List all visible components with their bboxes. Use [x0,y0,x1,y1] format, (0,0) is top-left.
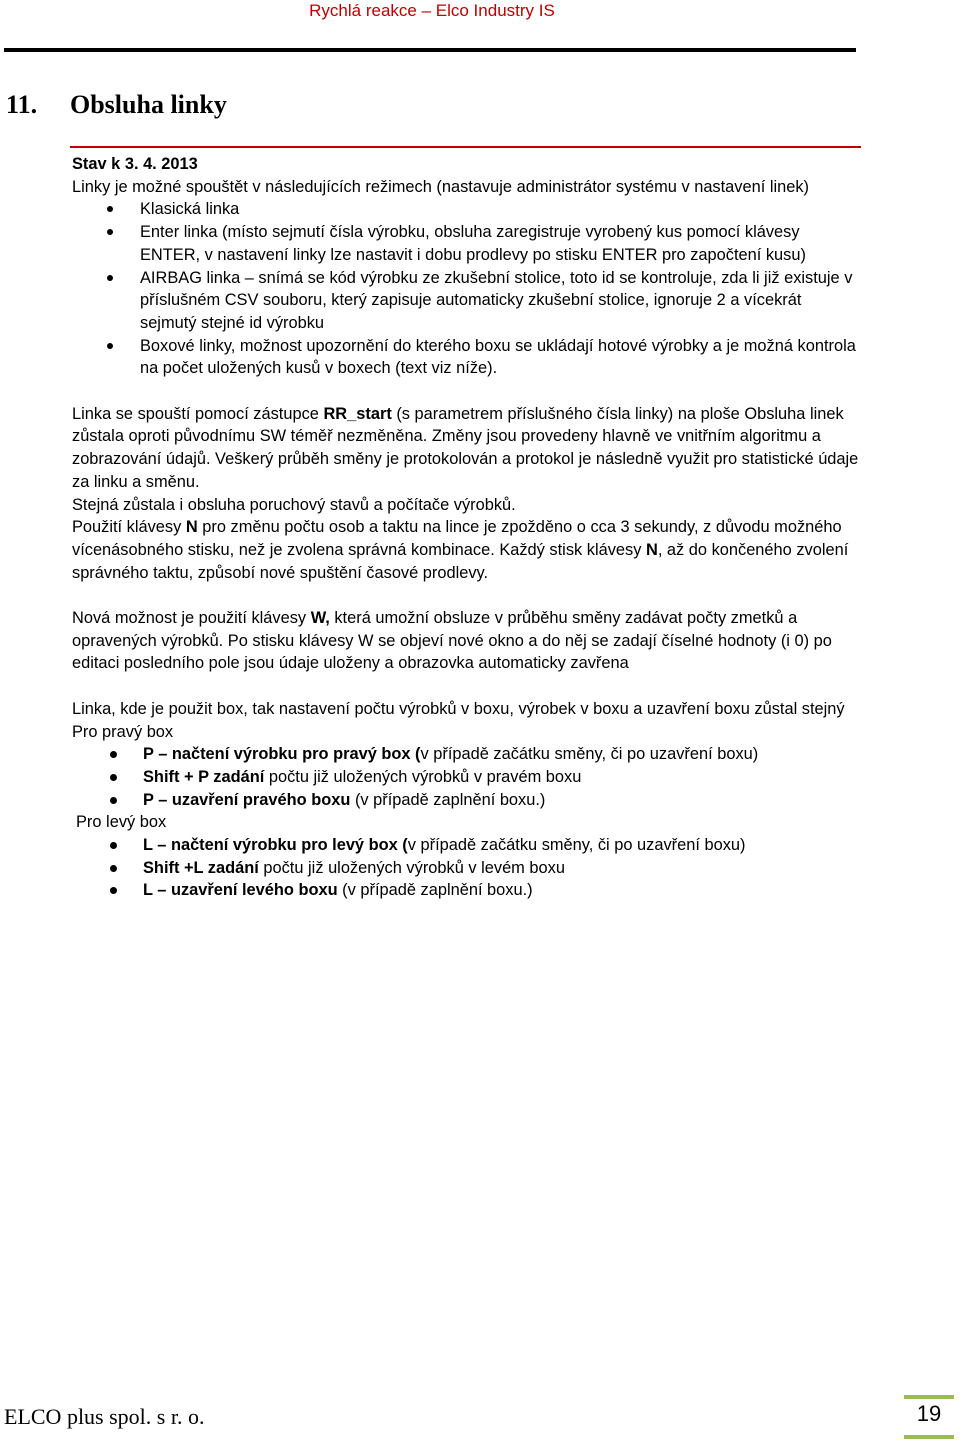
status-date: Stav k 3. 4. 2013 [72,155,198,173]
text-span: počtu již uložených výrobků v levém boxu [258,858,565,877]
document-body [72,153,862,902]
list-item [72,766,862,789]
list-item [72,857,862,880]
shortcut-name: RR_start [323,404,392,423]
right-box-heading: Pro pravý box [72,722,174,741]
text-span: pro změnu počtu osob a taktu na lince je zpožděno o cca 3 sekundy, z důvodu možného vícenásobného stisku, než je zvolena správná kombinace. Každý stisk klávesy [72,518,842,559]
list-item: AIRBAG linka – snímá se kód výrobku ze zkušební stolice, toto id se kontroluje, zda li již existuje v příslušném CSV souboru, který zapisuje automaticky zkušební stolice, ignoruje 2 a vícekrát sejmutý stejné id výrobku [72,267,862,335]
left-box-heading: Pro levý box [76,813,167,832]
key-combo: L – uzavření levého boxu [143,881,338,900]
key-w-paragraph [72,607,862,675]
fault-paragraph: Stejná zůstala i obsluha poruchový stavů a počítače výrobků. [72,495,516,514]
list-item [72,789,862,812]
page-number: 19 [916,1401,942,1426]
footer-company: ELCO plus spol. s r. o. [4,1404,205,1429]
list-item: Boxové linky, možnost upozornění do kterého boxu se ukládají hotové výrobky a je možná kontrola na počet uložených kusů v boxech (text viz níže). [72,335,862,380]
text-span: Použití klávesy [72,518,186,537]
section-heading [6,90,227,120]
list-item [72,743,862,766]
key-combo: Shift + P zadání [143,767,265,786]
box-paragraph: Linka, kde je použit box, tak nastavení počtu výrobků v boxu, výrobek v boxu a uzavření boxu zůstal stejný [72,699,845,718]
text-span: počtu již uložených výrobků v pravém boxu [264,767,582,786]
header-rule [4,48,856,52]
start-paragraph [72,403,862,494]
text-span: Linka se spouští pomocí zástupce [72,404,324,423]
text-span: (s parametrem příslušného čísla linky) na ploše Obsluha linek zůstala oproti původnímu SW téměř nezměněna. Změny jsou provedeny hlavně ve vnitřním algoritmu a zobrazování údajů. Veškerý průběh směny je protokolován a protokol je následně využit pro statistické údaje za linku a směnu. [72,404,859,491]
text-span: Nová možnost je použití klávesy [72,609,311,628]
intro-paragraph: Linky je možné spouštět v následujících režimech (nastavuje administrátor systému v nastavení linek) [72,177,810,196]
key-name: N [645,540,658,559]
right-box-list [72,743,862,811]
text-span: v případě začátku směny, či po uzavření boxu) [420,745,759,764]
key-n-paragraph [72,516,862,584]
text-span: která umožní obsluze v průběhu směny zadávat počty zmetků a opravených výrobků. Po stisku klávesy W se objeví nové okno a do něj se zadají číselné hodnoty (i 0) po editaci posledního pole jsou údaje uloženy a obrazovka automaticky zavřena [72,609,832,673]
text-span: v případě začátku směny, či po uzavření boxu) [407,836,746,855]
key-name: W, [310,609,330,628]
key-combo: P – uzavření pravého boxu [143,790,351,809]
key-combo: P – načtení výrobku pro pravý box ( [143,745,421,764]
mode-list [72,198,862,380]
list-item: Klasická linka [72,198,862,221]
key-combo: L – načtení výrobku pro levý box ( [143,836,408,855]
left-box-list [72,834,862,902]
key-combo: Shift +L zadání [143,858,259,877]
text-span: (v případě zaplnění boxu.) [337,881,533,900]
section-number: 11. [6,90,38,119]
key-name: N [185,518,198,537]
list-item [72,879,862,902]
list-item [72,834,862,857]
section-title: Obsluha linky [70,90,227,119]
text-span: , až do končeného zvolení správného taktu, způsobí nové spuštění časové prodlevy. [72,540,849,582]
title-rule [70,146,861,148]
text-span: (v případě zaplnění boxu.) [350,790,546,809]
list-item: Enter linka (místo sejmutí čísla výrobku, obsluha zaregistruje vyrobený kus pomocí klávesy ENTER, v nastavení linky lze nastavit i dobu prodlevy po stisku ENTER pro započtení kusu) [72,221,862,266]
running-header: Rychlá reakce – Elco Industry IS [309,1,555,20]
